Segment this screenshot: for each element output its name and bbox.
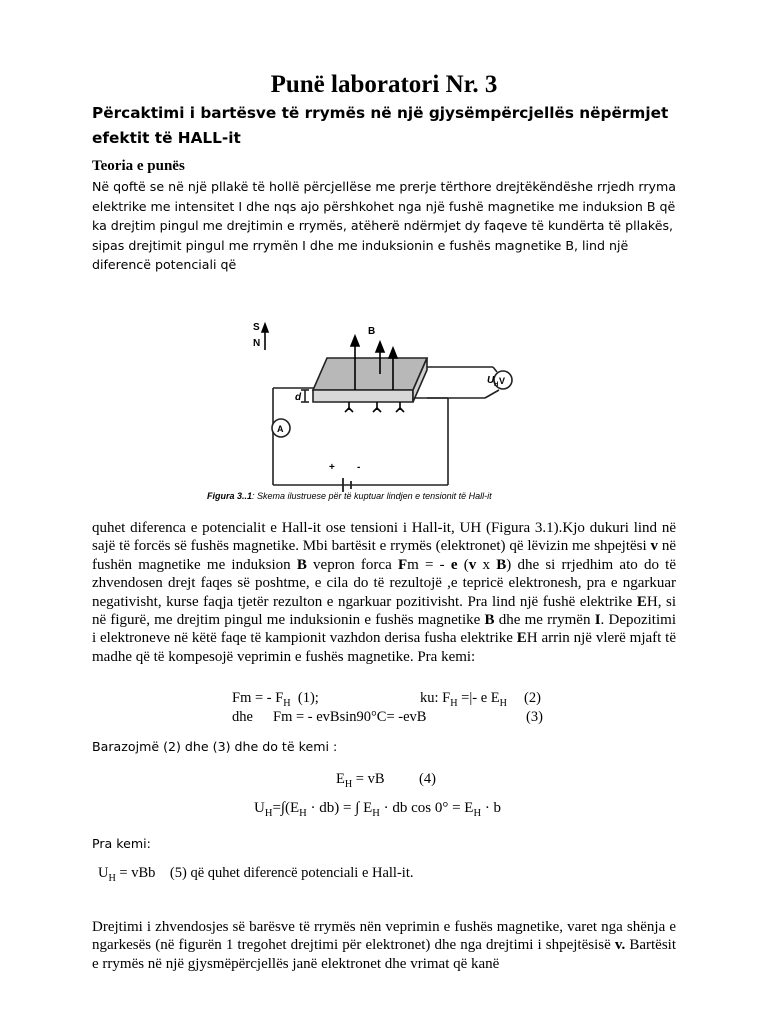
equation-4-number: (4) (419, 771, 436, 787)
figure-label-plus: + (329, 462, 335, 473)
theory-paragraph: Në qoftë se në një pllakë të hollë përcjellëse me prerje tërthore drejtëkëndëshe rrjedh rryma elektrike me intensitet I dhe nqs ajo përshkohet nga një fushë magnetike me induksion B që ka drejtim pingul me drejtimin e rrymës, atëherë ndërmjet dy faqeve të kundërta të pllakës, sipas drejtimit pingul me rrymën I dhe me induksionin e fushës magnetike B, lind një diferencë potenciali që (92, 179, 676, 273)
page-title: Punë laboratori Nr. 3 (270, 71, 498, 98)
equation-1: Fm = - $F_H$ (1); (232, 690, 319, 709)
figure-label-minus: - (357, 462, 361, 473)
equation-3-dhe: dhe (232, 709, 253, 725)
hall-paragraph: quhet diferenca e potencialit e Hall-it ose tensioni i Hall-it, UH (Figura 3.1).Kjo dukuri lind në sajë të forcës së fushës magnetike. Mbi bartësit e rrymës (elektronet) që lëvizin me shpejtësi v në fushën magnetike me induksion B vepron forca Fm = - e (v x B) dhe si rrjedhim ato do të zhvendosen drejt faqes së poshtme, e cila do të rezultojë ,e tepricë elektronesh, pra e ngarkuar negativisht, kurse faqja tjetër rezulton e ngarkuar pozitivisht. Pra lind një fushë elektrike EH, si në figurë, me drejtim pingul me induksionin e fushës magnetike B dhe me rrymën I. Depozitimi i elektroneve në këtë faqe të kampionit vazhdon derisa fusha elektrike EH arrin një vlerë mjaft të madhe që të kompesojë veprimin e fushës magnetike. Pra kemi: (92, 520, 677, 665)
equation-3: Fm = - evBsin90°C= -evB (273, 709, 427, 725)
equation-5: $U_H$ = vBb (5) që quhet diferencë potenciali e Hall-it. (98, 865, 414, 884)
equation-integral: $U_H=\int(E_H \cdot db)$ = ∫ $E_H$ · db $\cos 0^\circ = E_H \cdot b$ (254, 800, 502, 819)
barazojme-text: Barazojmë (2) dhe (3) dhe do të kemi : (92, 739, 338, 754)
hall-effect-figure (205, 310, 545, 510)
figure-label-n: N (253, 338, 261, 349)
figure-label-b: B (368, 326, 376, 337)
equation-3-number: (3) (526, 709, 543, 725)
figure-caption (207, 491, 547, 501)
pra-kemi-text: Pra kemi: (92, 836, 151, 851)
equation-2-number: (2) (524, 690, 541, 706)
carriers-paragraph: Drejtimi i zhvendosjes së barësve të rrymës nën veprimin e fushës magnetike, varet nga shënja e ngarkesës (në figurën 1 tregohet drejtimi për elektronet) dhe nga drejtimi i shpejtësisë v. Bartësit e rrymës në një gjysmëpërcjellës janë elektronet dhe vrimat që kanë (92, 919, 676, 972)
figure-label-a: A (277, 424, 284, 434)
section-heading: Teoria e punës (92, 158, 185, 174)
figure-label-d: d (295, 392, 302, 403)
figure-label-s: S (253, 322, 260, 333)
equation-4: $E_H$ = vB (336, 771, 385, 790)
figure-label-uh-sub: H (494, 382, 499, 388)
equation-2: ku: $F_H$ =|- e $E_H$ (420, 690, 507, 709)
figure-label-v: V (499, 376, 506, 386)
figure-label-uh: U (487, 375, 495, 386)
figure-caption-prefix: Figura 3..1 (207, 491, 253, 501)
page-subtitle: Përcaktimi i bartësve të rrymës në një gjysëmpërcjellës nëpërmjet efektit të HALL-it (92, 104, 669, 147)
figure-caption-text: : Skema ilustruese për të kuptuar lindjen e tensionit të Hall-it (252, 491, 492, 501)
